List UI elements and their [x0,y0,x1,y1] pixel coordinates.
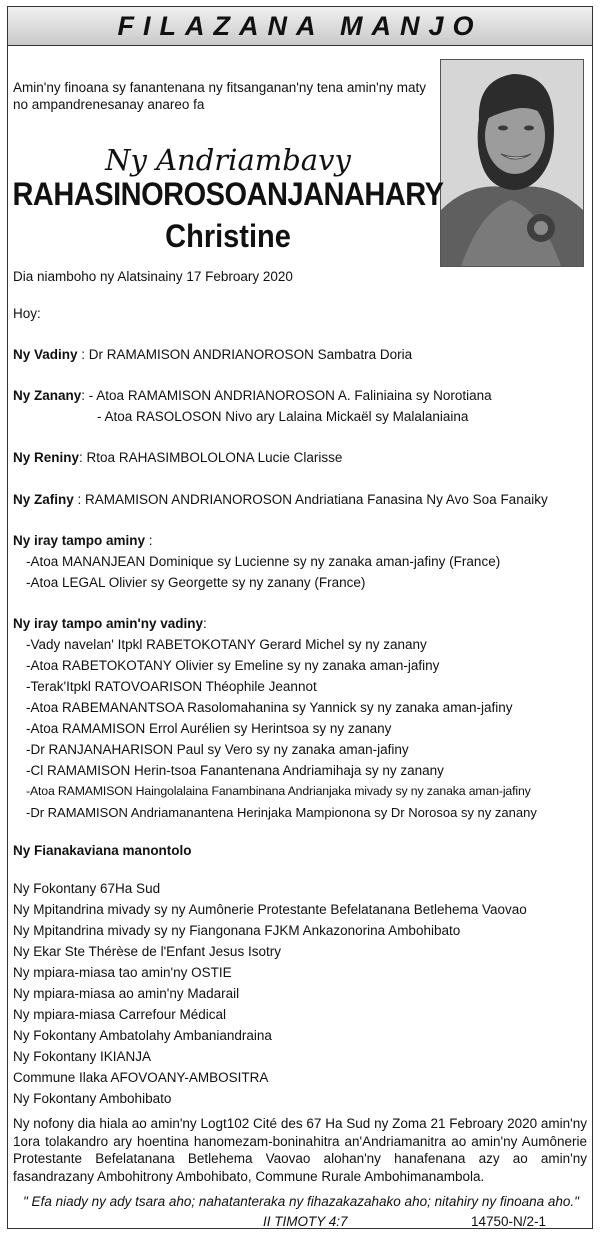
zanany-item: - Atoa RAMAMISON ANDRIANOROSON A. Faliniaina sy Norotiana [88,388,492,403]
reniny-sep: : [79,450,87,465]
tampo-vadiny-heading [13,616,207,631]
community-item: Ny mpiara-miasa tao amin'ny OSTIE [13,965,232,980]
tampo-aminy-sep: : [145,533,153,548]
community-item: Ny Fokontany 67Ha Sud [13,881,161,896]
funeral-details: Ny nofony dia hiala ao amin'ny Logt102 Cité des 67 Ha Sud ny Zoma 21 Febroary 2020 amin'ny 1ora tolakandro ary hoentina hanomezam-boninahitra an'Andriamanitra ao amin'ny Aumônerie Protestante Befelatanana Betlehema Vaovao alohan'ny hanafenana azy ao amin'ny fasandrazany Ambohitrony Ambohibato, Commune Rurale Ambohimanambola. [13,1116,587,1184]
hoy-label: Hoy: [13,306,41,321]
community-item: Ny Fokontany IKIANJA [13,1049,152,1064]
tampo-aminy-item: -Atoa LEGAL Olivier sy Georgette sy ny zanany (France) [26,575,366,590]
tampo-aminy-label: Ny iray tampo aminy [13,533,146,548]
zanany-sep: : [81,388,89,403]
bible-quote: " Efa niady ny ady tsara aho; nahatanteraka ny fihazakazahako aho; nitahiry ny finoana aho." [23,1194,579,1209]
notice-header [8,7,592,46]
zanany-item: - Atoa RASOLOSON Nivo ary Lalaina Mickaël sy Malalaniaina [97,409,469,424]
zafiny-line [13,492,548,507]
zanany-label: Ny Zanany [13,388,82,403]
fianakaviana-heading: Ny Fianakaviana manontolo [13,843,192,858]
tampo-aminy-item: -Atoa MANANJEAN Dominique sy Lucienne sy ny zanaka aman-jafiny (France) [26,554,501,569]
tampo-vadiny-sep: : [203,616,207,631]
vadiny-text: Dr RAMAMISON ANDRIANOROSON Sambatra Doria [88,347,413,362]
community-item: Commune Ilaka AFOVOANY-AMBOSITRA [13,1070,269,1085]
deceased-given-name: Christine [165,219,291,255]
community-item: Ny mpiara-miasa ao amin'ny Madarail [13,986,240,1001]
zafiny-label: Ny Zafiny [13,492,74,507]
community-item: Ny Mpitandrina mivady sy ny Aumônerie Protestante Befelatanana Betlehema Vaovao [13,902,527,917]
reniny-label: Ny Reniny [13,450,80,465]
tampo-vadiny-label: Ny iray tampo amin'ny vadiny [13,616,204,631]
tampo-vadiny-item: -Cl RAMAMISON Herin-tsoa Fanantenana Andriamihaja sy ny zanany [26,763,444,778]
bible-reference: II TIMOTY 4:7 [263,1214,348,1229]
reniny-text: Rtoa RAHASIMBOLOLONA Lucie Clarisse [86,450,343,465]
obituary-notice [7,6,593,1229]
vadiny-label: Ny Vadiny [13,347,78,362]
tampo-vadiny-item: -Atoa RAMAMISON Haingolalaina Fanambinana Andrianjaka mivady sy ny zanaka aman-jafiny [26,784,531,798]
tampo-vadiny-item: -Vady navelan' Itpkl RABETOKOTANY Gerard Michel sy ny zanany [26,637,427,652]
tampo-aminy-heading [13,533,153,548]
intro-text: Amin'ny finoana sy fanantenana ny fitsanganan'ny tena amin'ny maty no ampandrenesanay anareo fa [13,80,426,112]
tampo-vadiny-item: -Terak'Itpkl RATOVOARISON Théophile Jeannot [26,679,317,694]
vadiny-sep: : [77,347,89,362]
portrait-photo [440,59,584,267]
zafiny-sep: : [73,492,86,507]
community-item: Ny Mpitandrina mivady sy ny Fiangonana FJKM Ankazonorina Ambohibato [13,923,461,938]
portrait-illustration [441,60,583,266]
tampo-vadiny-item: -Atoa RAMAMISON Errol Aurélien sy Herintsoa sy ny zanany [26,721,392,736]
ad-code: 14750-N/2-1 [471,1214,547,1229]
death-date: Dia niamboho ny Alatsinainy 17 Febroary 2020 [13,269,293,284]
deceased-surname: RAHASINOROSOANJANAHARY [12,177,444,213]
honorific: Ny Andriambavy [105,143,351,177]
tampo-vadiny-item: -Atoa RABETOKOTANY Olivier sy Emeline sy ny zanaka aman-jafiny [26,658,440,673]
zafiny-text: RAMAMISON ANDRIANOROSON Andriatiana Fanasina Ny Avo Soa Fanaiky [85,492,548,507]
reniny-line [13,450,342,465]
community-item: Ny Ekar Ste Thérèse de l'Enfant Jesus Isotry [13,944,281,959]
vadiny-line [13,347,412,362]
zanany-line [13,388,492,403]
community-item: Ny mpiara-miasa Carrefour Médical [13,1007,227,1022]
community-item: Ny Fokontany Ambatolahy Ambaniandraina [13,1028,272,1043]
community-item: Ny Fokontany Ambohibato [13,1091,172,1106]
tampo-vadiny-item: -Atoa RABEMANANTSOA Rasolomahanina sy Yannick sy ny zanaka aman-jafiny [26,700,513,715]
tampo-vadiny-item: -Dr RAMAMISON Andriamanantena Herinjaka Mampionona sy Dr Norosoa sy ny zanany [26,805,537,820]
notice-title: FILAZANA MANJO [117,10,483,41]
tampo-vadiny-item: -Dr RANJANAHARISON Paul sy Vero sy ny zanaka aman-jafiny [26,742,409,757]
